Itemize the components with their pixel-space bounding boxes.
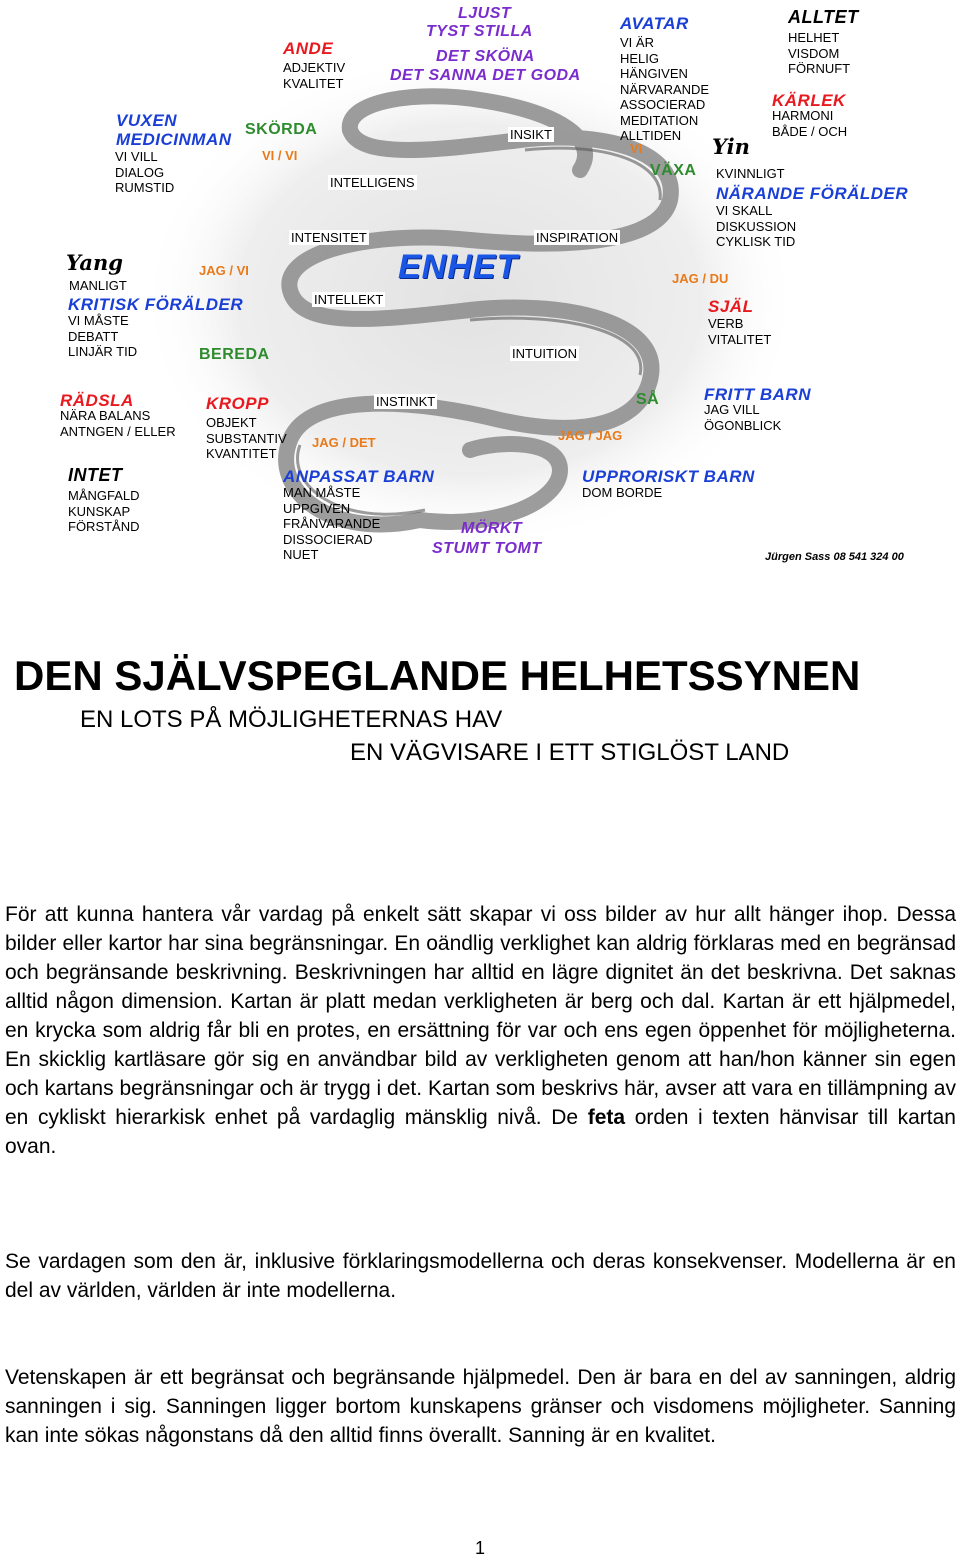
label-sa: SÅ (636, 391, 660, 408)
label-narande-foralder: NÄRANDE FÖRÄLDER (716, 184, 909, 203)
label-ljust: LJUST (458, 5, 512, 22)
narande-item: DISKUSSION (716, 218, 797, 234)
kropp-item: KVANTITET (206, 446, 277, 461)
spiral-graphic (0, 0, 960, 580)
label-avatar: AVATAR (620, 14, 689, 33)
label-vuxen: VUXEN (116, 111, 178, 130)
avatar-item: ALLTIDEN (620, 128, 682, 143)
label-jag-jag: JAG / JAG (558, 428, 623, 443)
anpassat-list (283, 485, 380, 563)
label-vi: VI (630, 141, 643, 156)
label-intuition: INTUITION (512, 346, 577, 361)
label-alltet: ALLTET (788, 7, 859, 27)
kritisk-item: DEBATT (68, 328, 119, 344)
label-skorda: SKÖRDA (245, 121, 318, 138)
label-medicinman: MEDICINMAN (116, 130, 232, 149)
fritt-item: JAG VILL (704, 402, 760, 417)
sjal-list (708, 316, 771, 347)
label-jag-du: JAG / DU (672, 271, 729, 286)
label-upproriskt-barn: UPPRORISKT BARN (582, 467, 755, 486)
label-dom-borde: DOM BORDE (582, 485, 663, 500)
bold-word: feta (587, 1106, 626, 1129)
subtitle-2: EN VÄGVISARE I ETT STIGLÖST LAND (350, 739, 790, 766)
label-kropp: KROPP (206, 394, 269, 413)
narande-list (716, 203, 796, 250)
label-intet: INTET (68, 465, 123, 485)
label-jag-det: JAG / DET (312, 435, 376, 450)
sjal-item: VITALITET (708, 331, 772, 347)
paragraph-1-end: orden i texten hänvisar till kartan ovan. (5, 1106, 956, 1158)
kropp-item: SUBSTANTIV (206, 430, 287, 446)
label-stumt-tomt: STUMT TOMT (432, 540, 542, 557)
kropp-list (206, 415, 287, 462)
label-intellekt: INTELLEKT (314, 292, 384, 307)
author-credit: Jürgen Sass 08 541 324 00 (765, 551, 904, 563)
narande-item: VI SKALL (716, 203, 773, 218)
avatar-item: NÄRVARANDE (620, 81, 710, 97)
anpassat-item: FRÅNVARANDE (283, 516, 381, 531)
page-title: DEN SJÄLVSPEGLANDE HELHETSSYNEN (14, 652, 861, 699)
avatar-list (620, 35, 709, 144)
alltet-item: VISDOM (788, 45, 840, 61)
avatar-item: MEDITATION (620, 112, 699, 128)
label-fritt-barn: FRITT BARN (704, 385, 811, 404)
label-yin: Yin (712, 134, 750, 159)
label-det-skona: DET SKÖNA (436, 48, 535, 65)
anpassat-item: DISSOCIERAD (283, 531, 373, 547)
alltet-list (788, 30, 850, 77)
label-tyst-stilla: TYST STILLA (426, 23, 533, 40)
label-kritisk-foralder: KRITISK FÖRÄLDER (68, 295, 244, 314)
ande-item: ADJEKTIV (283, 60, 346, 75)
anpassat-item: NUET (283, 547, 319, 562)
ande-item: KVALITET (283, 75, 344, 91)
radsla-item: ANTNGEN / ELLER (60, 423, 176, 439)
radsla-item: NÄRA BALANS (60, 408, 151, 423)
label-intensitet: INTENSITET (291, 230, 367, 245)
narande-item: CYKLISK TID (716, 234, 796, 249)
kritisk-item: VI MÅSTE (68, 313, 129, 328)
vuxen-item: DIALOG (115, 164, 165, 180)
enhet-diagram (0, 0, 960, 580)
avatar-item: HELIG (620, 50, 660, 66)
paragraph-1 (5, 900, 956, 1161)
anpassat-item: MAN MÅSTE (283, 485, 361, 500)
label-instinkt: INSTINKT (376, 394, 436, 409)
radsla-list (60, 408, 176, 439)
paragraph-1-text: För att kunna hantera vår vardag på enkelt sätt skapar vi oss bilder av hur allt hänger ihop. Dessa bilder eller kartor har sina begränsningar. En oändlig verklighet kan aldrig förklaras med en begränsad och begränsande beskrivning. Beskrivningen har alltid en lägre dignitet än det beskrivna. Det saknas alltid någon dimension. Kartan är platt medan verkligheten är berg och dal. Kartan är ett hjälpmedel, en krycka som aldrig får bli en protes, en ersättning för var och ens egen öppenhet för möjligheterna. En skicklig kartläsare gör sig en användbar bild av verkligheten genom att han/hon känner sin egen och kartans begränsningar och är trygg i det. Kartan som beskrivs här, avser att vara en tillämpning av en cykliskt hierarkisk enhet på vardaglig mänsklig nivå. De (5, 903, 956, 1129)
kritisk-list (68, 313, 137, 360)
label-vi-vi: VI / VI (262, 148, 298, 163)
karlek-item: HARMONI (772, 108, 834, 123)
avatar-item: ASSOCIERAD (620, 97, 706, 112)
label-enhet: ENHET (398, 248, 519, 286)
kritisk-item: LINJÄR TID (68, 344, 138, 359)
label-inspiration: INSPIRATION (536, 230, 619, 245)
label-bereda: BEREDA (199, 346, 270, 363)
vuxen-list (115, 149, 174, 196)
label-ande: ANDE (283, 39, 334, 58)
label-vaxa: VÄXA (650, 162, 697, 179)
karlek-item: BÅDE / OCH (772, 123, 848, 139)
sjal-item: VERB (708, 316, 744, 331)
subtitle-1: EN LOTS PÅ MÖJLIGHETERNAS HAV (80, 706, 503, 733)
fritt-list (704, 402, 781, 433)
label-intelligens: INTELLIGENS (330, 175, 415, 190)
intet-list (68, 488, 140, 535)
kropp-item: OBJEKT (206, 415, 257, 430)
label-sjal: SJÄL (708, 297, 754, 316)
label-anpassat-barn: ANPASSAT BARN (283, 467, 435, 486)
label-jag-vi: JAG / VI (199, 263, 249, 278)
intet-item: MÅNGFALD (68, 488, 140, 503)
label-yang: Yang (66, 250, 123, 275)
alltet-item: HELHET (788, 30, 840, 45)
label-manligt: MANLIGT (69, 278, 127, 293)
anpassat-item: UPPGIVEN (283, 500, 351, 516)
intet-item: KUNSKAP (68, 503, 131, 519)
vuxen-item: VI VILL (115, 149, 158, 164)
page-number: 1 (474, 1538, 485, 1558)
vuxen-item: RUMSTID (115, 180, 175, 195)
fritt-item: ÖGONBLICK (704, 417, 782, 433)
avatar-item: HÄNGIVEN (620, 66, 688, 81)
label-det-sanna-det-goda: DET SANNA DET GODA (390, 67, 581, 84)
label-karlek: KÄRLEK (772, 91, 846, 110)
label-insikt: INSIKT (510, 127, 552, 142)
paragraph-3: Vetenskapen är ett begränsat och begränsande hjälpmedel. Den är bara en del av sanningen, aldrig sanningen i sig. Sanningen ligger bortom kunskapens gränser och visdomens möjligheter. Sanning kan inte sökas någonstans då den alltid finns överallt. Sanning är en kvalitet. (5, 1366, 956, 1447)
karlek-list (772, 108, 847, 139)
label-kvinnligt: KVINNLIGT (716, 166, 785, 181)
ande-list (283, 60, 345, 91)
label-radsla: RÄDSLA (60, 391, 134, 410)
intet-item: FÖRSTÅND (68, 519, 140, 534)
label-morkt: MÖRKT (461, 520, 523, 537)
paragraph-2: Se vardagen som den är, inklusive förklaringsmodellerna och deras konsekvenser. Modellerna är en del av världen, världen är inte modellerna. (5, 1250, 956, 1302)
alltet-item: FÖRNUFT (788, 61, 851, 76)
avatar-item: VI ÄR (620, 35, 654, 50)
